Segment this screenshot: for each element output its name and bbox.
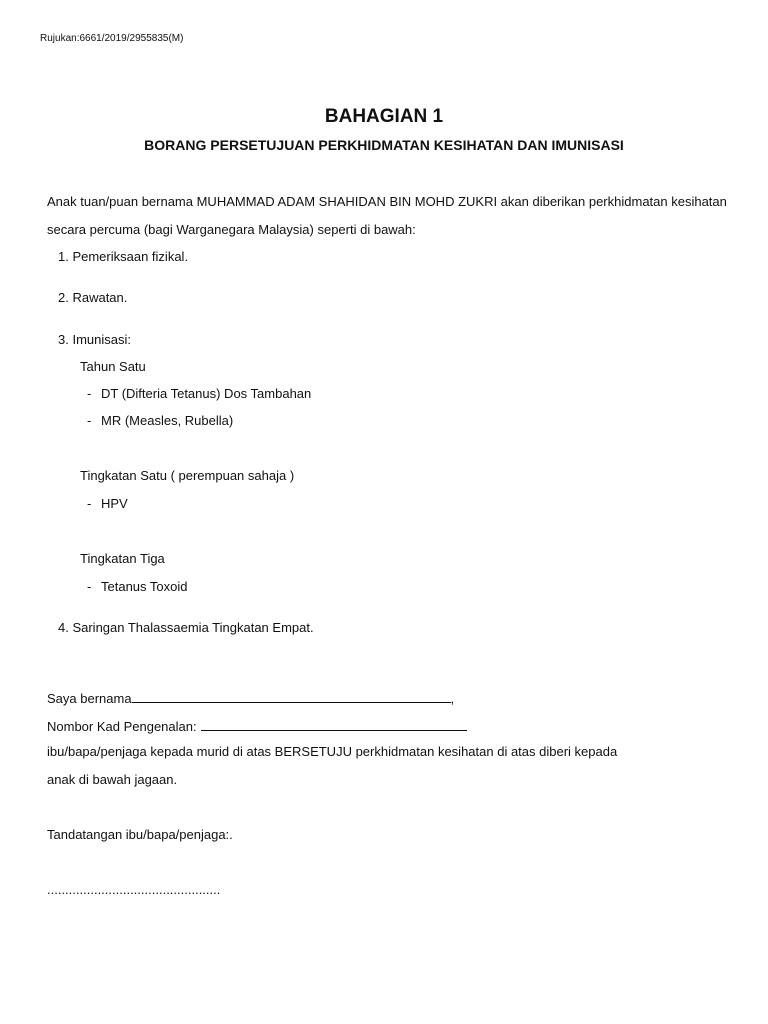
service-item-2: 2. Rawatan. [58, 290, 128, 305]
intro-line-2: secara percuma (bagi Warganegara Malaysia) seperti di bawah: [47, 222, 416, 237]
ic-number-field[interactable] [201, 717, 467, 731]
list-dash: - [87, 386, 92, 401]
ic-number-label: Nombor Kad Pengenalan: [47, 719, 197, 734]
ic-number-row [47, 717, 467, 735]
service-item-3: 3. Imunisasi: [58, 332, 131, 347]
consent-statement-line-1: ibu/bapa/penjaga kepada murid di atas BERSETUJU perkhidmatan kesihatan di atas diberi kepada [47, 744, 618, 759]
signature-line[interactable]: ................................................ [47, 882, 221, 897]
form3-tt-item: Tetanus Toxoid [101, 579, 188, 594]
consent-statement-line-2: anak di bawah jagaan. [47, 772, 178, 787]
form1-hpv-item: HPV [101, 496, 128, 511]
page-title: BAHAGIAN 1 [324, 106, 444, 127]
parent-name-label: Saya bernama [47, 691, 132, 706]
form1-heading: Tingkatan Satu ( perempuan sahaja ) [80, 468, 295, 483]
list-dash: - [87, 496, 92, 511]
parent-name-comma: , [450, 691, 455, 706]
year1-mr-item: MR (Measles, Rubella) [101, 413, 234, 428]
parent-name-field[interactable] [132, 689, 451, 703]
page-subtitle: BORANG PERSETUJUAN PERKHIDMATAN KESIHATAN DAN IMUNISASI [144, 137, 624, 153]
intro-line-1: Anak tuan/puan bernama MUHAMMAD ADAM SHAHIDAN BIN MOHD ZUKRI akan diberikan perkhidmatan kesihatan [47, 194, 727, 209]
service-item-4: 4. Saringan Thalassaemia Tingkatan Empat. [58, 620, 314, 635]
list-dash: - [87, 579, 92, 594]
service-item-1: 1. Pemeriksaan fizikal. [58, 249, 189, 264]
form3-heading: Tingkatan Tiga [80, 551, 165, 566]
signature-label: Tandatangan ibu/bapa/penjaga:. [47, 827, 233, 842]
list-dash: - [87, 413, 92, 428]
year1-heading: Tahun Satu [80, 359, 146, 374]
year1-dt-item: DT (Difteria Tetanus) Dos Tambahan [101, 386, 312, 401]
parent-name-row [47, 689, 454, 707]
reference-number: Rujukan:6661/2019/2955835(M) [40, 33, 184, 44]
